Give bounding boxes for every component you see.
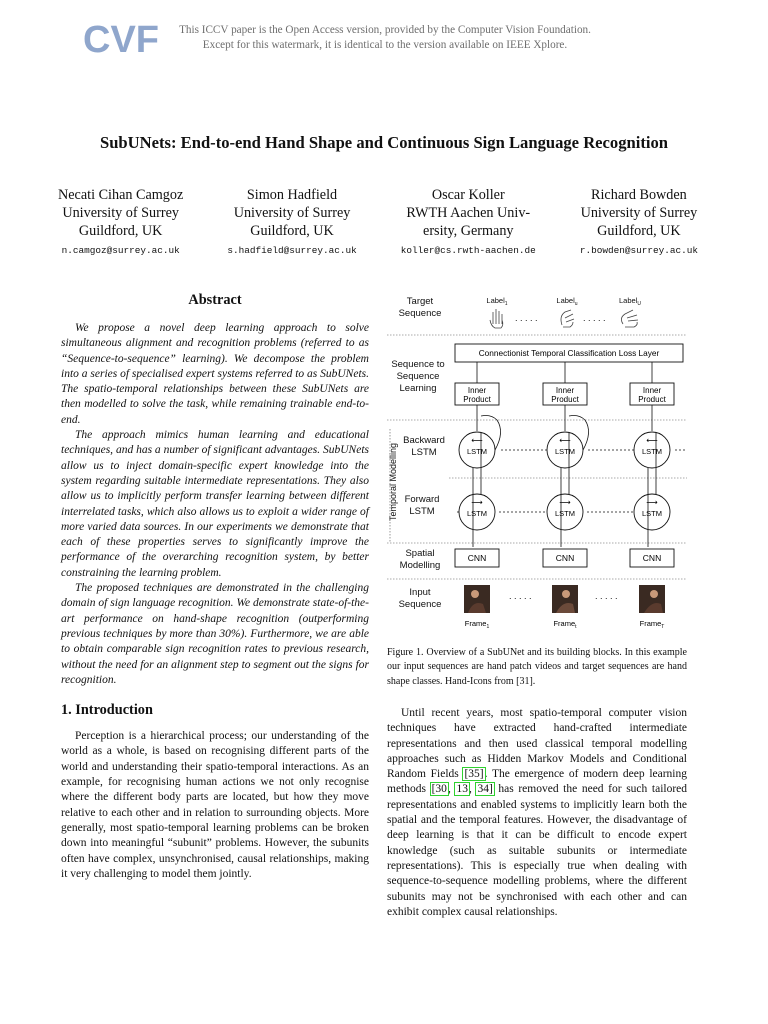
inner-product-label: Inner Product xyxy=(638,386,666,404)
lstm-label: LSTM xyxy=(466,447,488,456)
author-email: s.hadfield@surrey.ac.uk xyxy=(227,245,357,256)
citation-link-30[interactable]: [30 xyxy=(431,783,447,796)
author-location: Guildford, UK xyxy=(250,223,334,239)
author-affiliation: University of Surrey xyxy=(233,205,351,221)
author-list xyxy=(58,186,698,259)
hand-icon-2 xyxy=(561,310,574,327)
row-label-spatial: Spatial Modelling xyxy=(399,548,441,571)
row-label-forward: Forward LSTM xyxy=(404,494,440,517)
target-ellipsis-1: . . . . . xyxy=(515,313,538,323)
watermark-line-2: Except for this watermark, it is identical to the version available on IEEE Xplore. xyxy=(202,39,568,51)
input-ellipsis-1: . . . . . xyxy=(509,591,532,601)
figure-1-caption xyxy=(387,646,687,689)
cnn-label: CNN xyxy=(642,553,662,563)
introduction-paragraph-1: Perception is a hierarchical process; our understanding of the world as a whole, is based on recognising different parts of the world and understanding their spatio-temporal interactions. As an example, for recognising human actions we not only recognise where the different body parts are located, but how they move relative to each other and in relation to surrounding objects. More generally, most spatio-temporal learning problems can be broken down into meaningful “subunit” problems. However, the subunits often have complex, unsynchronised, causal relationships, making it very challenging to model them jointly. xyxy=(61,730,369,880)
author-location: Guildford, UK xyxy=(597,223,681,239)
cvf-logo-text: CVF xyxy=(83,19,159,61)
left-column xyxy=(61,292,369,882)
abstract-paragraph-3: The proposed techniques are demonstrated in the challenging domain of sign language recognition. We demonstrate state-of-the-art performance on hand-shape recognition (outperforming previous techniques by more than 30%). Furthermore, we are able to obtain comparable sign recognition rates to previous research, without the need for an alignment step to segment out the signs for recognition. xyxy=(61,582,369,686)
author-affiliation: University of Surrey xyxy=(62,205,179,221)
author-2 xyxy=(227,186,356,259)
frame-label-T: Frame$_T$ xyxy=(639,619,665,630)
text-run: Until recent years, most spatio-temporal computer vision techniques have extracted hand-crafted intermediate representations and then used classical temporal modelling approaches such as Hidden Markov Models and Conditional Random Fields xyxy=(387,707,687,781)
author-1 xyxy=(58,186,183,259)
author-affiliation: RWTH Aachen Univ- xyxy=(406,205,531,221)
target-label-1: Label$_1$ xyxy=(486,296,508,307)
row-label-target: Target Sequence xyxy=(398,296,442,319)
lstm-label: LSTM xyxy=(466,509,488,518)
frame-label-t: Frame$_t$ xyxy=(553,619,577,630)
author-name: Richard Bowden xyxy=(591,187,687,203)
author-name: Necati Cihan Camgoz xyxy=(58,187,184,203)
author-4 xyxy=(580,186,698,259)
watermark-line-1: This ICCV paper is the Open Access version, provided by the Computer Vision Foundation. xyxy=(179,24,591,36)
lstm-label: LSTM xyxy=(554,447,576,456)
input-ellipsis-2: . . . . . xyxy=(595,591,618,601)
subunet-column-1 xyxy=(455,362,501,630)
abstract-paragraph-1: We propose a novel deep learning approach to solve simultaneous alignment and recognition problems (referred to as “Sequence-to-sequence” learning). We decompose the problem into a series of specialised expert systems referred to as SubUNets. The spatio-temporal relationships between these SubUNets are then modelled to solve the task, while remaining trainable end-to-end. xyxy=(61,322,370,426)
svg-text:⟵: ⟵ xyxy=(646,436,658,445)
lstm-label: LSTM xyxy=(641,447,663,456)
frame-label-1: Frame$_1$ xyxy=(464,619,490,630)
row-label-backward: Backward LSTM xyxy=(403,435,445,458)
target-ellipsis-2: . . . . . xyxy=(583,313,606,323)
abstract-paragraph-2: The approach mimics human learning and educational techniques, and has a number of significant advantages. SubUNets allow us to inject domain-specific expert knowledge into the system regarding suitable intermediate representations. They also allow us to implicitly perform transfer learning between different interrelated tasks, which also allows us to exploit a wider range of more varied data sources. In our experiments we demonstrate that each of these properties serves to significantly improve the performance of the overarching recognition system, by better constraining the learning problem. xyxy=(61,429,369,579)
svg-text:⟶: ⟶ xyxy=(559,498,571,507)
watermark xyxy=(160,23,610,53)
hand-icon-3 xyxy=(621,310,638,327)
svg-text:⟶: ⟶ xyxy=(646,498,658,507)
subunet-column-T xyxy=(630,362,674,630)
author-location: Guildford, UK xyxy=(78,223,163,239)
citation-link-34[interactable]: 34] xyxy=(477,783,493,796)
abstract-heading: Abstract xyxy=(188,292,242,308)
inner-product-label: Inner Product xyxy=(463,386,491,404)
inner-product-label: Inner Product xyxy=(551,386,579,404)
text-run: has removed the need for such tailored representations and enabled systems to implicitly learn both the spatial and the temporal features. However, the disadvantage of deep learning is that it can be difficult to encode expert knowledge (such as suitable subunits or intermediate representations). This is especially true when dealing with sequence-to-sequence modelling problems, where the different subunits may not be synchronised with each other and can exhibit complex causal relationships. xyxy=(387,783,688,918)
author-affiliation: University of Surrey xyxy=(580,205,698,221)
subunet-column-t xyxy=(543,362,589,630)
cnn-label: CNN xyxy=(555,553,575,563)
figure-1-diagram xyxy=(387,292,687,632)
target-label-u: Label$_u$ xyxy=(556,296,578,307)
author-name: Simon Hadfield xyxy=(246,187,338,203)
author-location: ersity, Germany xyxy=(423,223,514,239)
paper-title: SubUNets: End-to-end Hand Shape and Continuous Sign Language Recognition xyxy=(99,133,669,152)
target-label-U: Label$_U$ xyxy=(619,296,641,307)
author-email: r.bowden@surrey.ac.uk xyxy=(579,245,698,256)
introduction-body xyxy=(61,729,369,882)
right-column-body xyxy=(387,706,687,920)
svg-text:⟵: ⟵ xyxy=(559,436,571,445)
section-heading-introduction: 1. Introduction xyxy=(61,702,153,719)
text-run: . The emergence of modern deep learning methods xyxy=(387,768,687,796)
citation-link-35[interactable]: [35] xyxy=(464,768,484,781)
caption-text: Figure 1. Overview of a SubUNet and its building blocks. In this example our input sequences are hand patch videos and target sequences are hand shape classes. Hand-Icons from [31]. xyxy=(387,647,687,687)
abstract xyxy=(61,292,369,688)
hand-icon-1 xyxy=(490,309,503,328)
row-label-temporal: Temporal Modelling xyxy=(388,442,398,522)
cnn-label: CNN xyxy=(467,553,487,563)
right-paragraph-1: Until recent years, most spatio-temporal computer vision techniques have extracted hand-crafted intermediate representations and then used classical temporal modelling approaches such as Hidden Markov Models and Conditional Random Fields [35]. The emergence of modern deep learning methods [30, 13, 34] has removed the need for such tailored representations and enabled systems to implicitly learn both the spatial and the temporal features. However, the disadvantage of deep learning is that it can be difficult to encode expert knowledge (such as suitable subunits or intermediate representations). This is especially true when dealing with sequence-to-sequence modelling problems, where the different subunits may not be synchronised with each other and can exhibit complex causal relationships. xyxy=(387,707,688,918)
row-label-seq2seq: Sequence to Sequence Learning xyxy=(391,359,445,394)
citation-link-13[interactable]: 13 xyxy=(456,783,468,796)
svg-text:⟵: ⟵ xyxy=(471,436,483,445)
lstm-label: LSTM xyxy=(554,509,576,518)
svg-text:⟶: ⟶ xyxy=(471,498,483,507)
author-email: koller@cs.rwth-aachen.de xyxy=(400,245,536,256)
row-label-input: Input Sequence xyxy=(398,587,442,610)
lstm-label: LSTM xyxy=(641,509,663,518)
author-email: n.camgoz@surrey.ac.uk xyxy=(61,245,180,256)
cvf-logo xyxy=(83,18,159,61)
author-name: Oscar Koller xyxy=(431,187,505,203)
ctc-loss-label: Connectionist Temporal Classification Loss Layer xyxy=(478,348,660,358)
author-3 xyxy=(401,186,536,259)
